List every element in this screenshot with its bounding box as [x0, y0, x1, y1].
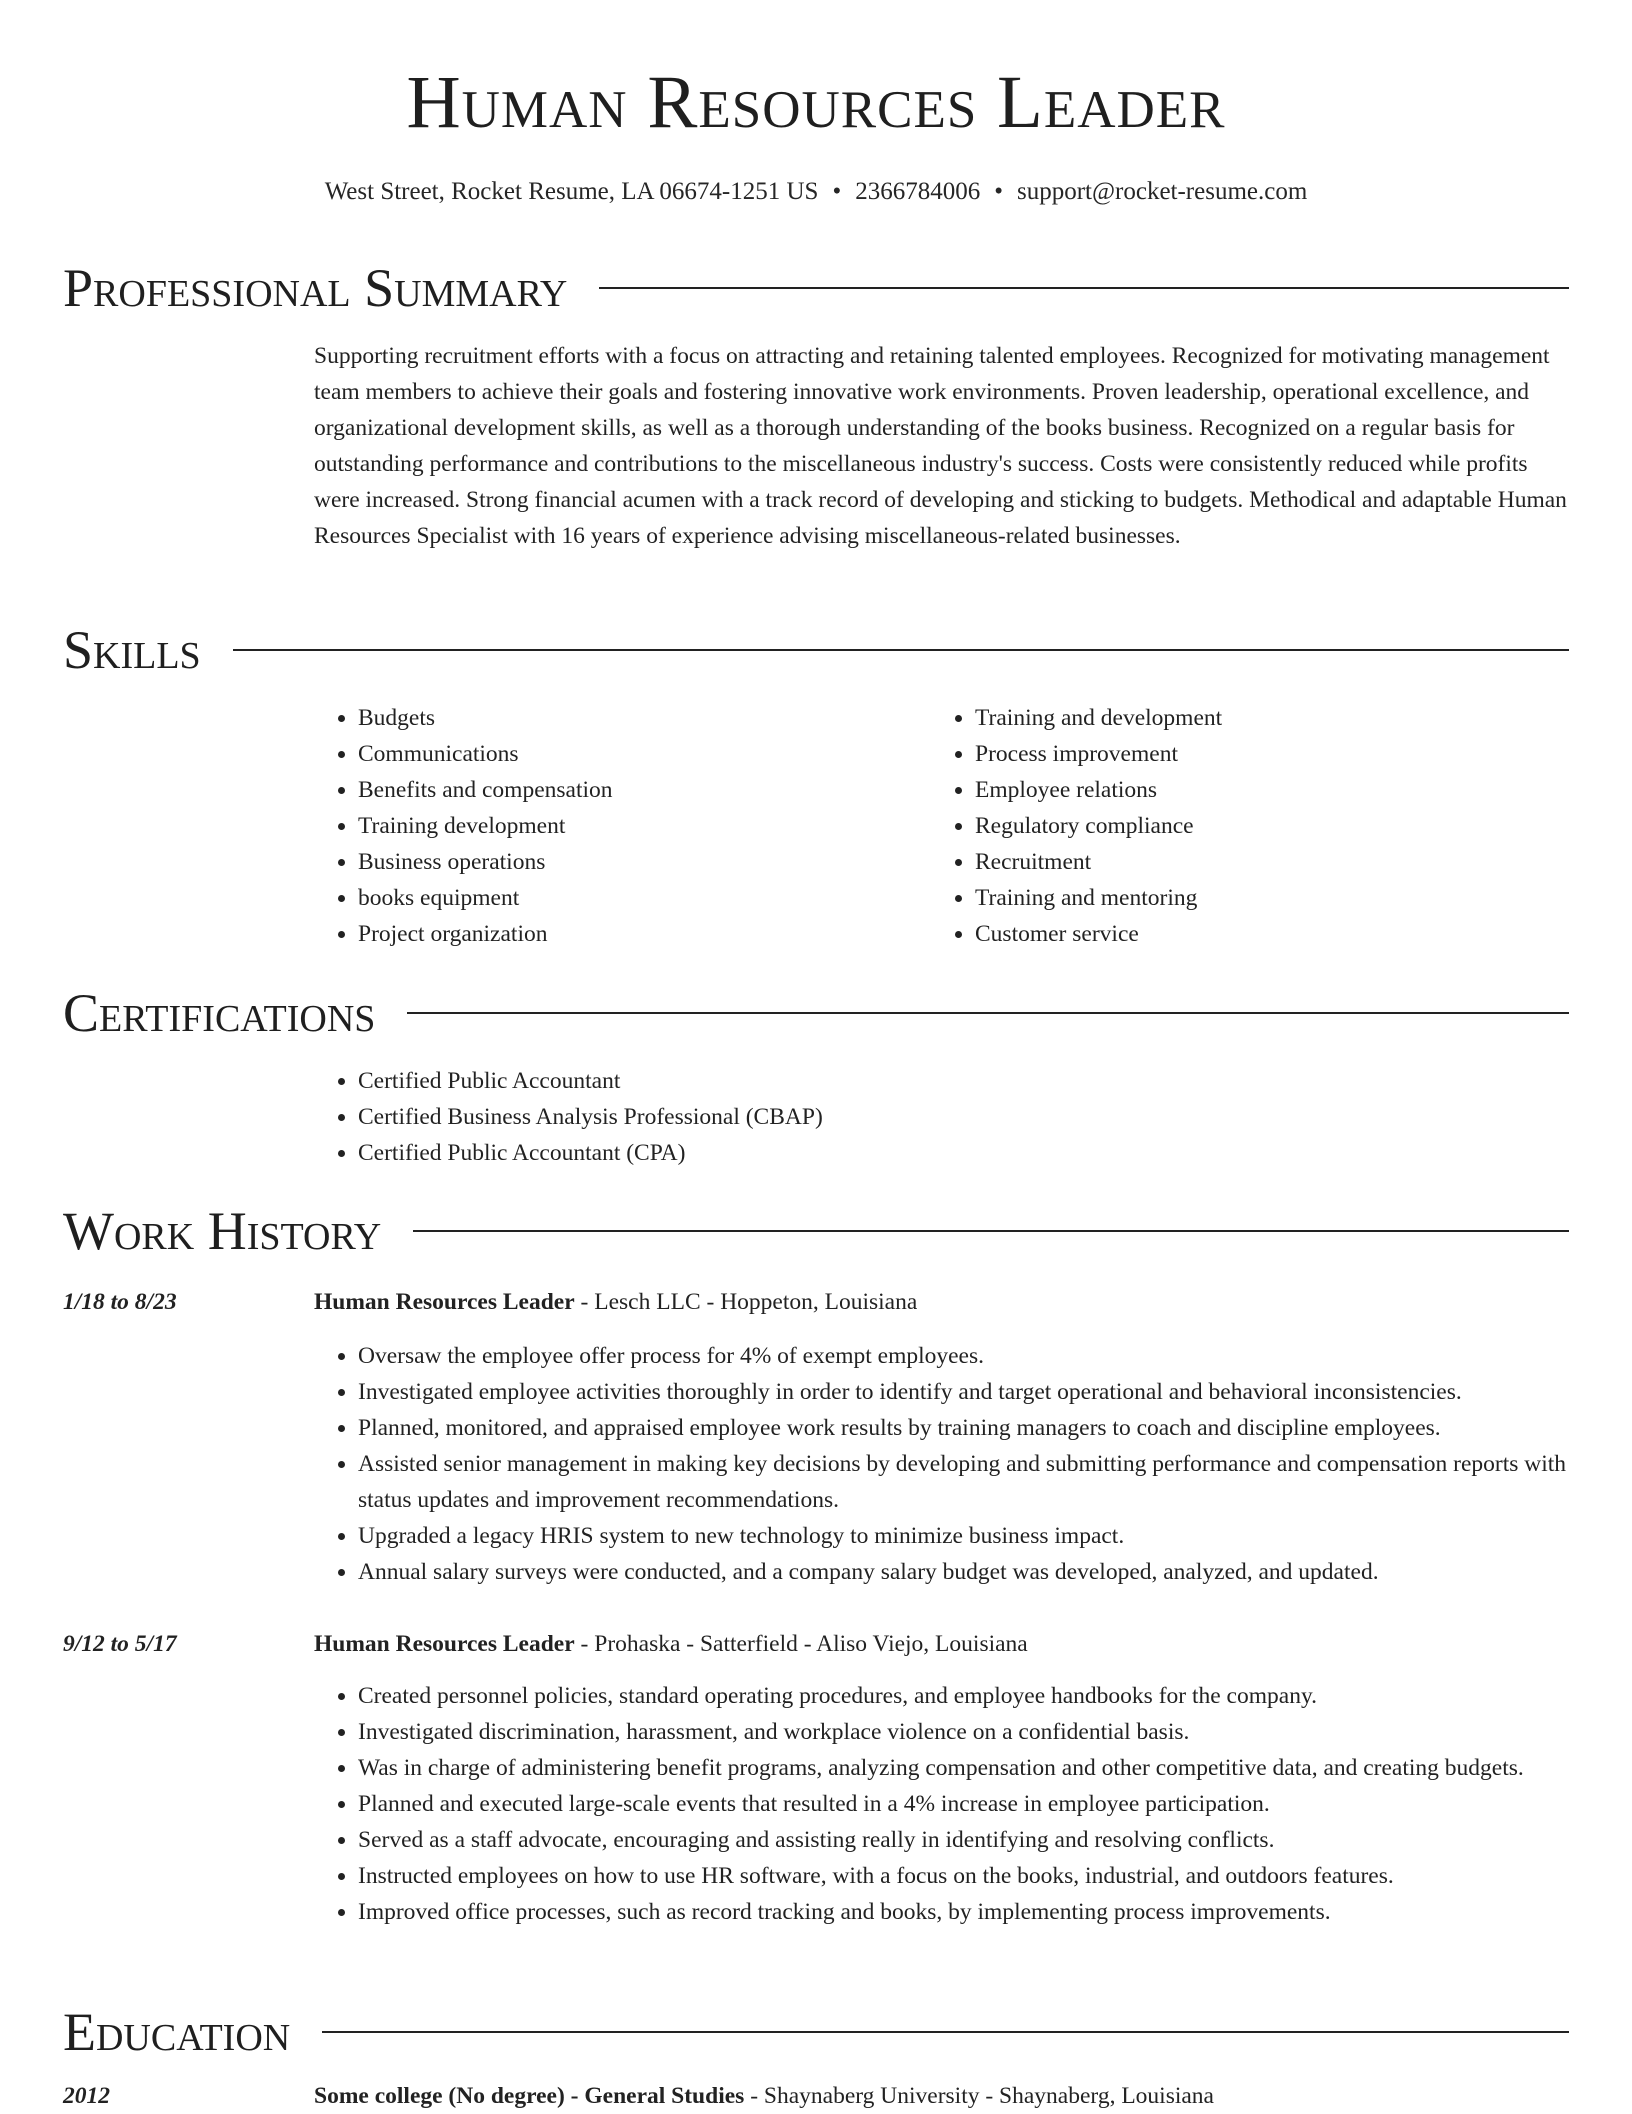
summary-heading: Professional Summary — [63, 258, 568, 318]
job-bullet: • Improved office processes, such as record tracking and books, by implementing process improvements. — [358, 1894, 1574, 1930]
job-title: Human Resources Leader — [314, 1289, 575, 1315]
job-bullet: • Annual salary surveys were conducted, and a company salary budget was developed, analyzed, and updated. — [358, 1554, 1574, 1590]
skill-item: • Business operations — [358, 844, 931, 880]
skill-item: • Training and mentoring — [975, 880, 1548, 916]
summary-text: Supporting recruitment efforts with a focus on attracting and retaining talented employees. Recognized for motivating management team members to achieve their goals and fostering innovative work environments. Proven leadership, operational excellence, and organizational development skills, as well as a thorough understanding of the books business. Recognized on a regular basis for outstanding performance and contributions to the miscellaneous industry's success. Costs were consistently reduced while profits were increased. Strong financial acumen with a track record of developing and sticking to budgets. Methodical and adaptable Human Resources Specialist with 16 years of experience advising miscellaneous-related businesses. — [314, 343, 1567, 549]
job-header — [314, 1284, 1574, 1320]
education-section-header — [63, 2000, 1569, 2064]
certification-item: • Certified Public Accountant — [358, 1063, 1574, 1099]
section-divider — [413, 1230, 1569, 1232]
job-dates: 1/18 to 8/23 — [63, 1289, 177, 1315]
skill-item: • Budgets — [358, 700, 931, 736]
skill-item: • Benefits and compensation — [358, 772, 931, 808]
education-line — [314, 2078, 1574, 2114]
job-bullet: • Served as a staff advocate, encouraging and assisting really in identifying and resolving conflicts. — [358, 1822, 1574, 1858]
section-divider — [322, 2031, 1569, 2033]
job-entry — [314, 1284, 1574, 1590]
skills-heading: Skills — [63, 620, 201, 680]
section-divider — [599, 287, 1569, 289]
job-details: - Prohaska - Satterfield - Aliso Viejo, Louisiana — [574, 1631, 1028, 1657]
contact-line — [0, 172, 1632, 212]
contact-phone: 2366784006 — [855, 178, 981, 205]
skills-column-left — [314, 700, 931, 952]
job-dates: 9/12 to 5/17 — [63, 1631, 177, 1657]
skill-item: • Communications — [358, 736, 931, 772]
work-section-header — [63, 1199, 1569, 1263]
work-heading: Work History — [63, 1201, 382, 1261]
summary-block — [314, 338, 1574, 554]
job-bullet: • Upgraded a legacy HRIS system to new technology to minimize business impact. — [358, 1518, 1574, 1554]
job-bullet: • Investigated employee activities thoroughly in order to identify and target operational and behavioral inconsistencies. — [358, 1374, 1574, 1410]
certification-item: • Certified Business Analysis Professional (CBAP) — [358, 1099, 1574, 1135]
job-bullet: • Investigated discrimination, harassment, and workplace violence on a confidential basis. — [358, 1714, 1574, 1750]
education-degree: Some college (No degree) - General Studies — [314, 2083, 745, 2109]
skill-item: • Recruitment — [975, 844, 1548, 880]
job-details: - Lesch LLC - Hoppeton, Louisiana — [574, 1289, 918, 1315]
education-year: 2012 — [63, 2083, 110, 2109]
contact-address: West Street, Rocket Resume, LA 06674-1251 US — [324, 178, 819, 205]
skill-item: • Process improvement — [975, 736, 1548, 772]
skill-item: • Customer service — [975, 916, 1548, 952]
certifications-heading: Certifications — [63, 983, 376, 1043]
job-bullet: • Planned and executed large-scale events that resulted in a 4% increase in employee participation. — [358, 1786, 1574, 1822]
certification-item: • Certified Public Accountant (CPA) — [358, 1135, 1574, 1171]
job-bullet: • Created personnel policies, standard operating procedures, and employee handbooks for the company. — [358, 1678, 1574, 1714]
contact-separator: • — [994, 178, 1003, 205]
skills-section-header — [63, 618, 1569, 682]
skill-item: • Employee relations — [975, 772, 1548, 808]
skills-grid — [314, 700, 1574, 952]
skill-item: • Training and development — [975, 700, 1548, 736]
education-entry — [314, 2078, 1574, 2114]
summary-section-header — [63, 256, 1569, 320]
job-entry — [314, 1626, 1574, 1930]
skill-item: • Regulatory compliance — [975, 808, 1548, 844]
education-details: - Shaynaberg University - Shaynaberg, Louisiana — [744, 2083, 1214, 2109]
job-bullet: • Instructed employees on how to use HR software, with a focus on the books, industrial, and outdoors features. — [358, 1858, 1574, 1894]
skill-item: • Training development — [358, 808, 931, 844]
contact-separator: • — [832, 178, 842, 205]
skills-column-right — [931, 700, 1548, 952]
job-bullet: • Assisted senior management in making key decisions by developing and submitting performance and compensation reports with status updates and improvement recommendations. — [358, 1446, 1574, 1518]
job-title: Human Resources Leader — [314, 1631, 575, 1657]
section-divider — [407, 1012, 1569, 1014]
skill-item: • books equipment — [358, 880, 931, 916]
skill-item: • Project organization — [358, 916, 931, 952]
section-divider — [233, 649, 1569, 651]
candidate-name: Human Resources Leader — [406, 61, 1226, 144]
education-heading: Education — [63, 2002, 291, 2062]
job-bullet: • Was in charge of administering benefit programs, analyzing compensation and other competitive data, and creating budgets. — [358, 1750, 1574, 1786]
contact-email: support@rocket-resume.com — [1017, 178, 1308, 205]
certifications-section-header — [63, 981, 1569, 1045]
certifications-block — [314, 1063, 1574, 1171]
job-bullet: • Oversaw the employee offer process for 4% of exempt employees. — [358, 1338, 1574, 1374]
job-bullet: • Planned, monitored, and appraised employee work results by training managers to coach and discipline employees. — [358, 1410, 1574, 1446]
job-header — [314, 1626, 1574, 1662]
